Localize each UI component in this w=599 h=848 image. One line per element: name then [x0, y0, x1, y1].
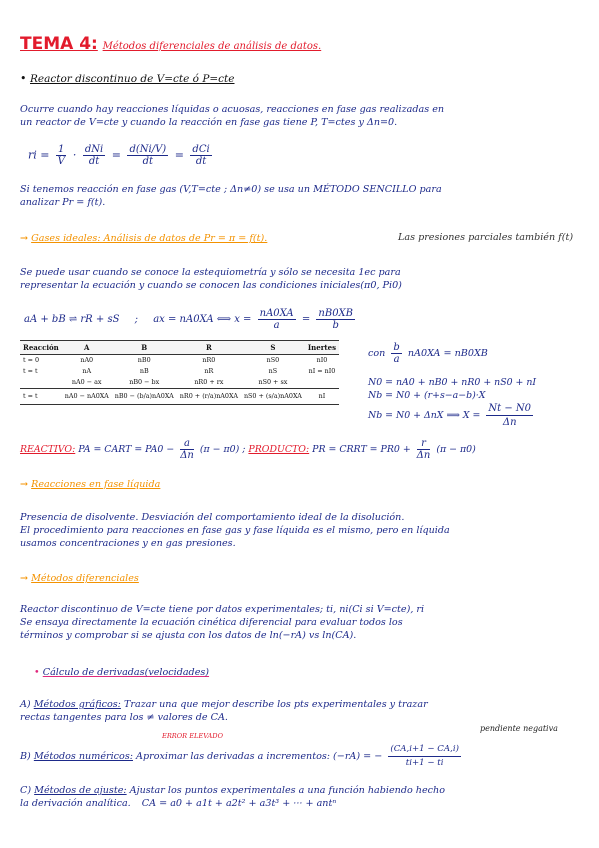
arrow-icon: →	[20, 233, 29, 244]
metodo-c	[20, 784, 445, 810]
producto-label: PRODUCTO:	[248, 444, 310, 455]
table-row	[20, 377, 339, 389]
table-cell: nI	[305, 389, 339, 405]
table-cell	[20, 377, 62, 389]
rate-formula: ri = $\frac{1}{V}$ · $\frac{\text{dNi}}{dt}$ = $\frac{d(Ni/V)}{dt}$ = $\frac{\text{dCi}}{dt}$	[28, 144, 210, 167]
eq-nb: Nb = N0 + (r+s−a−b)·X	[368, 390, 486, 401]
section4-heading	[20, 572, 139, 585]
metodo-a-title: Métodos gráficos:	[33, 699, 121, 710]
section2-heading-text: Gases ideales: Análisis de datos de Pr = π = f(t).	[31, 233, 268, 244]
para-line: Se ensaya directamente la ecuación cinética diferencial para evaluar todos los	[20, 617, 403, 628]
fraction: $\frac{\text{dNi}}{dt}$	[84, 144, 104, 167]
reactivo-label: REACTIVO:	[20, 444, 76, 455]
title-sub: Métodos diferenciales de análisis de datos.	[102, 41, 322, 52]
table-row	[20, 355, 339, 367]
bullet-dot: •	[34, 667, 40, 678]
table-cell: nA0 − ax	[71, 378, 102, 386]
fraction: $\frac{nB0XB}{b}$	[318, 308, 354, 331]
metodo-c-line1: C) Métodos de ajuste: Ajustar los puntos experimentales a una función habiendo hecho	[20, 785, 445, 796]
para-line: Se puede usar cuando se conoce la estequiometría y sólo se necesita 1ec para	[20, 267, 401, 278]
section4-paragraph	[20, 603, 424, 642]
table-cell: nB0 − (b/a)nA0XA	[112, 389, 177, 405]
table-header: S	[241, 341, 305, 355]
metodo-a-line1: A) Métodos gráficos: Trazar una que mejor describe los pts experimentales y trazar	[20, 699, 428, 710]
section1-heading-text: Reactor discontinuo de V=cte ó P=cte	[30, 73, 235, 85]
arrow-icon: →	[20, 479, 29, 490]
metodo-a	[20, 698, 428, 724]
table-cell: nR0 + (r/a)nA0XA	[177, 389, 241, 405]
error-note: ERROR ELEVADO	[162, 732, 223, 740]
section1-paragraph1	[20, 103, 444, 129]
para-line: El procedimiento para reacciones en fase gas y fase líquida es el mismo, pero en líquida	[20, 525, 450, 536]
fraction: $\frac{r}{\Delta n}$	[416, 438, 431, 461]
table-header: Inertes	[305, 341, 339, 355]
formula-lhs: ri =	[28, 148, 50, 162]
table-header: B	[112, 341, 177, 355]
para-line: Presencia de disolvente. Desviación del comportamiento ideal de la disolución.	[20, 512, 405, 523]
table-header: Reacción	[20, 341, 62, 355]
eq-nb2: Nb = N0 + ΔnX ⟹ X = $\frac{Nt - N0}{\Delta n}$	[368, 403, 532, 428]
metodo-b: B) Métodos numéricos: Aproximar las derivadas a incrementos: (−rA) = − $\frac{(CA,i+1 - CA,i)}{ti+1 - ti}$	[20, 744, 459, 768]
table-cell: nA	[82, 367, 92, 375]
page-title	[20, 34, 321, 54]
sub-heading-text: Cálculo de derivadas(velocidades)	[42, 667, 210, 678]
metodo-a-line2: rectas tangentes para los ≠ valores de CA.	[20, 712, 228, 723]
reactivo-producto-eq: REACTIVO: PA = CART = PA0 − $\frac{a}{\Delta n}$ (π − π0) ; PRODUCTO: PR = CRRT = PR0 + $\frac{r}{\Delta n}$ (π − π0)	[20, 438, 476, 461]
stoichiometry-table	[20, 340, 339, 405]
table-cell: nR0 + rx	[194, 378, 224, 386]
para-line: un reactor de V=cte y cuando la reacción en fase gas tiene P, T=ctes y Δn=0.	[20, 117, 398, 128]
fraction: $\frac{\text{dCi}}{dt}$	[192, 144, 210, 167]
reaction-equation: aA + bB ⇌ rR + sS ; ax = nA0XA ⟺ x = $\frac{nA0XA}{a}$ = $\frac{nB0XB}{b}$	[24, 308, 354, 331]
section3-paragraph	[20, 511, 450, 550]
table-cell: nI = nI0	[308, 367, 336, 375]
table-cell: nS0	[266, 356, 280, 364]
fraction: $\frac{(CA,i+1 - CA,i)}{ti+1 - ti}$	[390, 744, 459, 768]
pendiente-note: pendiente negativa	[480, 724, 558, 733]
section1-paragraph2	[20, 183, 442, 209]
total-moles-equations	[368, 376, 536, 429]
section2-aside: Las presiones parciales también f(t)	[398, 232, 574, 243]
table-cell: nB0	[137, 356, 151, 364]
table-cell: nA0	[80, 356, 94, 364]
section3-heading-text: Reacciones en fase líquida	[31, 479, 161, 490]
metodo-c-title: Métodos de ajuste:	[34, 785, 127, 796]
fraction: $\frac{1}{V}$	[57, 144, 65, 167]
table-row	[20, 366, 339, 377]
bullet-dot: •	[20, 72, 27, 85]
eq-n0: N0 = nA0 + nB0 + nR0 + nS0 + nI	[368, 377, 537, 388]
sub-heading-derivadas	[34, 666, 209, 679]
table-row	[20, 389, 339, 405]
metodo-c-line2: la derivación analítica. CA = a0 + a1t + a2t² + a3t³ + ··· + antⁿ	[20, 798, 337, 809]
section1-heading	[20, 72, 235, 85]
table-cell: nR0	[202, 356, 216, 364]
fraction: $\frac{b}{a}$	[393, 342, 400, 365]
table-cell: t = t	[23, 367, 38, 375]
polynomial-eq: CA = a0 + a1t + a2t² + a3t³ + ··· + antⁿ	[141, 798, 337, 809]
para-line: representar la ecuación y cuando se conocen las condiciones iniciales(π0, Pi0)	[20, 280, 402, 291]
table-cell	[305, 377, 339, 389]
metodo-b-title: Métodos numéricos:	[33, 751, 133, 762]
table-header: A	[62, 341, 112, 355]
fraction: $\frac{a}{\Delta n}$	[180, 438, 194, 461]
con-relation: con $\frac{b}{a}$ nA0XA = nB0XB	[368, 342, 488, 365]
fraction: $\frac{d(Ni/V)}{dt}$	[129, 144, 167, 167]
table-cell: nB	[139, 367, 149, 375]
table-cell: t = 0	[23, 356, 40, 364]
table-header: R	[177, 341, 241, 355]
table-cell: nA0 − nA0XA	[62, 389, 112, 405]
section3-heading	[20, 478, 160, 491]
table-cell: nB0 − bx	[129, 378, 160, 386]
section2-paragraph	[20, 266, 402, 292]
table-cell: t = t	[20, 389, 62, 405]
para-line: analizar Pr = f(t).	[20, 197, 106, 208]
para-line: Ocurre cuando hay reacciones líquidas o acuosas, reacciones en fase gas realizadas en	[20, 104, 445, 115]
fraction: $\frac{nA0XA}{a}$	[259, 308, 294, 331]
table-cell: nS0 + sx	[258, 378, 288, 386]
section4-heading-text: Métodos diferenciales	[31, 573, 139, 584]
table-cell: nR	[204, 367, 214, 375]
para-line: Reactor discontinuo de V=cte tiene por datos experimentales; ti, ni(Ci si V=cte), ri	[20, 604, 425, 615]
arrow-icon: →	[20, 573, 29, 584]
fraction: $\frac{Nt - N0}{\Delta n}$	[488, 403, 532, 428]
section2-heading	[20, 232, 267, 245]
para-line: términos y comprobar si se ajusta con los datos de ln(−rA) vs ln(CA).	[20, 630, 357, 641]
para-line: Si tenemos reacción en fase gas (V,T=cte ; Δn≠0) se usa un MÉTODO SENCILLO para	[20, 184, 442, 195]
para-line: usamos concentraciones y en gas presiones.	[20, 538, 236, 549]
table-cell: nI0	[316, 356, 328, 364]
table-cell: nS0 + (s/a)nA0XA	[241, 389, 305, 405]
table-cell: nS	[268, 367, 278, 375]
title-main: TEMA 4:	[20, 34, 98, 54]
